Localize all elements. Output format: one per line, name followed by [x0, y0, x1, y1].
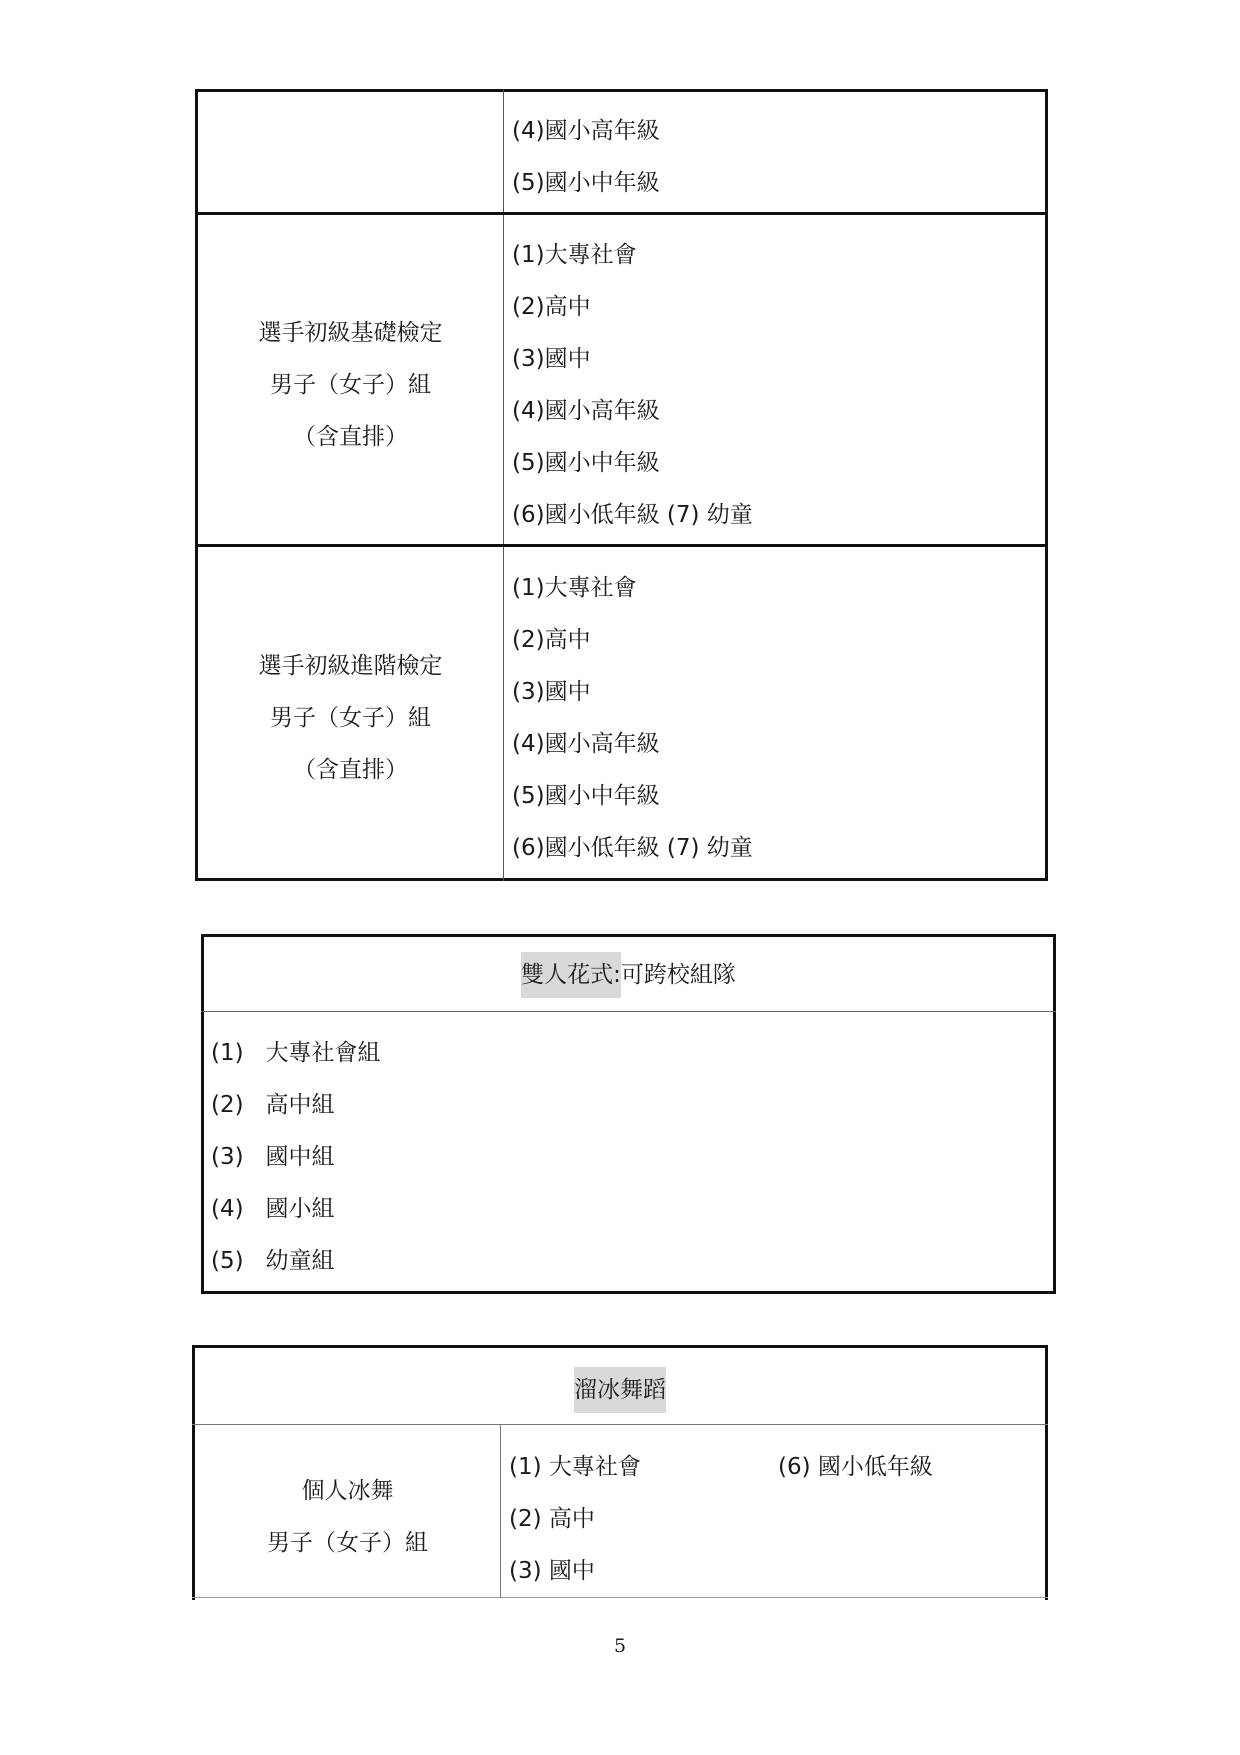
row-label: 個人冰舞	[301, 1478, 394, 1504]
list-item: (3) 國中組	[211, 1144, 335, 1170]
list-item: (3)國中	[512, 346, 591, 372]
row-label: 選手初級基礎檢定	[258, 320, 443, 346]
list-item: (4)國小高年級	[512, 398, 660, 424]
row-label: 男子（女子）組	[270, 705, 431, 731]
table-header	[204, 960, 1053, 990]
row-label: 男子（女子）組	[267, 1530, 428, 1556]
list-item: (5) 幼童組	[211, 1248, 335, 1274]
list-item: (1)大專社會	[512, 242, 637, 268]
row-label: 男子（女子）組	[270, 372, 431, 398]
list-item: (2)高中	[512, 627, 591, 653]
list-item: (5)國小中年級	[512, 170, 660, 196]
table-header	[195, 1375, 1045, 1405]
list-item: (3)國中	[512, 679, 591, 705]
list-item: (2) 高中組	[211, 1092, 335, 1118]
header-highlight: 溜冰舞蹈	[574, 1367, 666, 1413]
list-item: (1) 大專社會組	[211, 1040, 381, 1066]
header-highlight: 雙人花式:	[521, 952, 621, 998]
list-item: (2)高中	[512, 294, 591, 320]
list-item: (2) 高中	[509, 1506, 595, 1532]
list-item: (6) 國小低年級	[778, 1454, 933, 1480]
list-item: (6)國小低年級 (7) 幼童	[512, 835, 753, 861]
header-text: 可跨校組隊	[620, 962, 736, 988]
list-item: (3) 國中	[509, 1558, 595, 1584]
row-label: 選手初級進階檢定	[258, 653, 443, 679]
row-label: （含直排）	[293, 757, 408, 783]
row-label: （含直排）	[293, 424, 408, 450]
list-item: (5)國小中年級	[512, 450, 660, 476]
list-item: (5)國小中年級	[512, 783, 660, 809]
list-item: (6)國小低年級 (7) 幼童	[512, 502, 753, 528]
list-item: (1) 大專社會	[509, 1454, 641, 1480]
list-item: (4)國小高年級	[512, 118, 660, 144]
list-item: (4)國小高年級	[512, 731, 660, 757]
list-item: (4) 國小組	[211, 1196, 335, 1222]
page-number: 5	[613, 1635, 627, 1657]
list-item: (1)大專社會	[512, 575, 637, 601]
